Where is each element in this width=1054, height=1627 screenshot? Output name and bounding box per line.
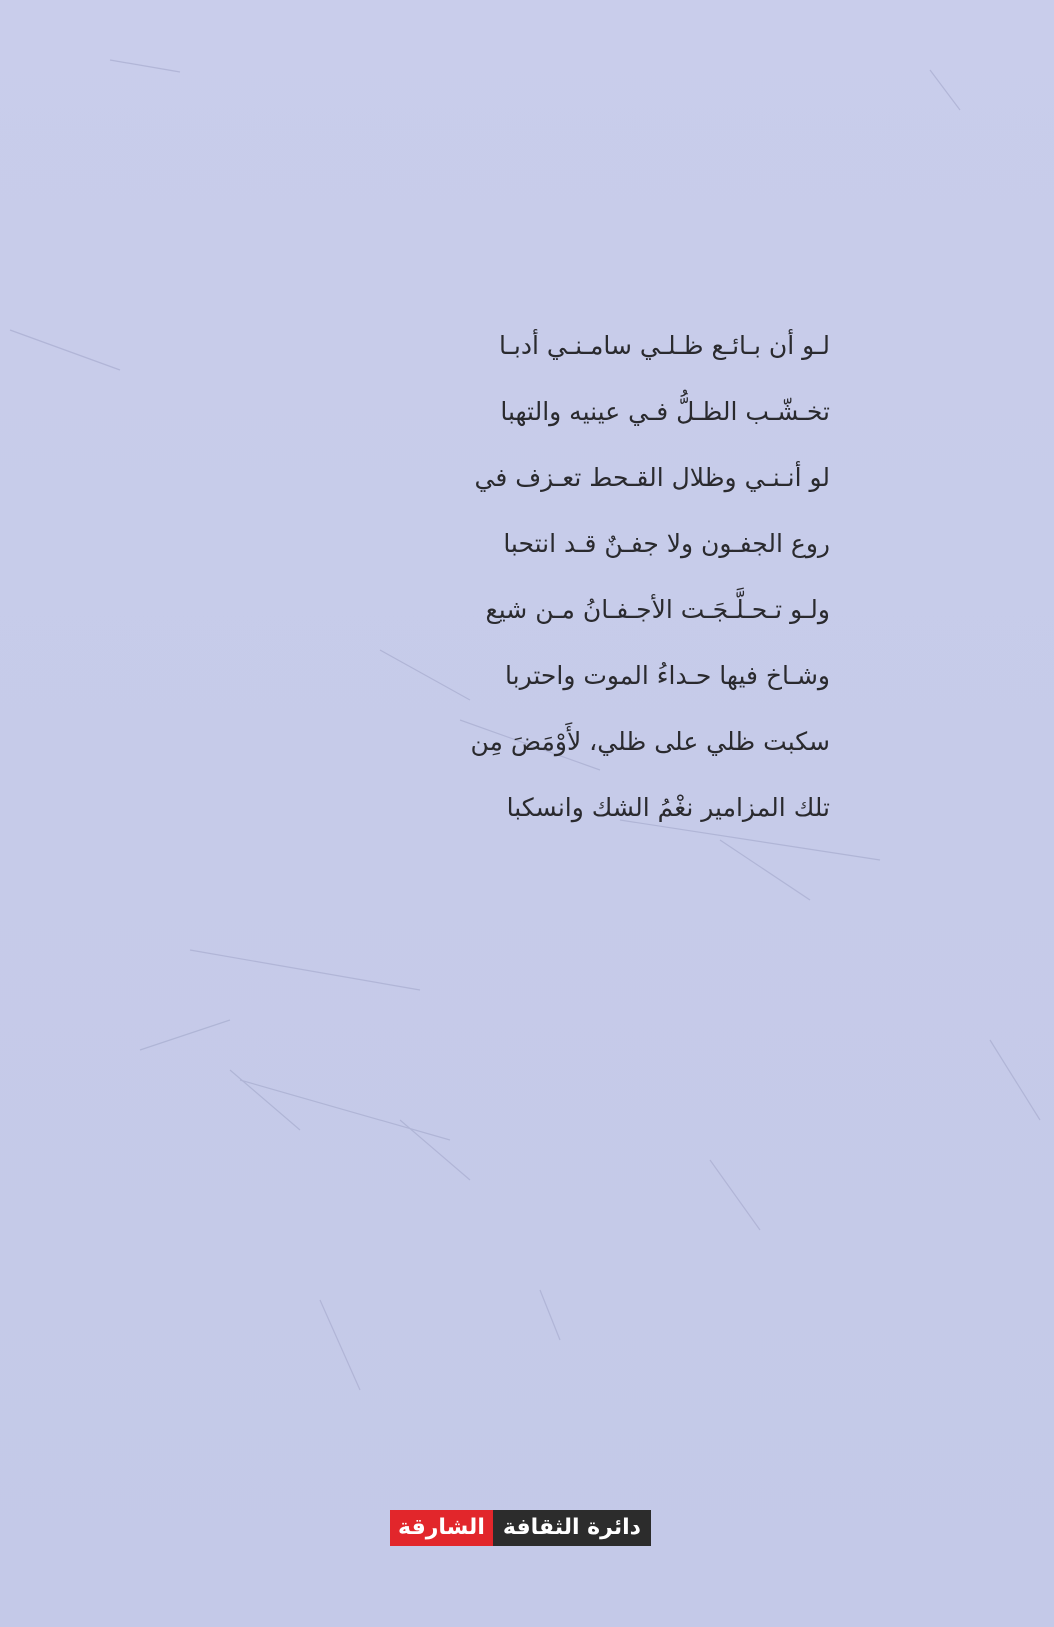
poem [230,326,830,854]
poem-line-6: وشـاخ فيها حـداءُ الموت واحتربا [505,661,830,690]
poem-line-8: تلك المزامير نغْمُ الشك وانسكبا [506,793,830,822]
poem-line-5: ولـو تـحـلَّـجَـت الأجـفـانُ مـن شيع [485,595,830,624]
poem-line-2: تخـشّـب الظـلُّ فـي عينيه والتهبا [500,397,830,426]
publisher-logo [390,1510,651,1546]
poem-line-3: لو أنـنـي وظلال القـحط تعـزف في [474,463,830,492]
publisher-logo-dark-part: دائرة الثقافة [493,1510,651,1546]
publisher-logo-red-part: الشارقة [390,1510,493,1546]
poem-line-7: سكبت ظلي على ظلي، لأَوْمَضَ مِن [470,727,830,756]
poem-line-4: روع الجفـون ولا جفـنٌ قـد انتحبا [503,529,830,558]
poem-line-1: لـو أن بـائـع ظـلـي سامـنـي أدبـا [498,331,830,360]
